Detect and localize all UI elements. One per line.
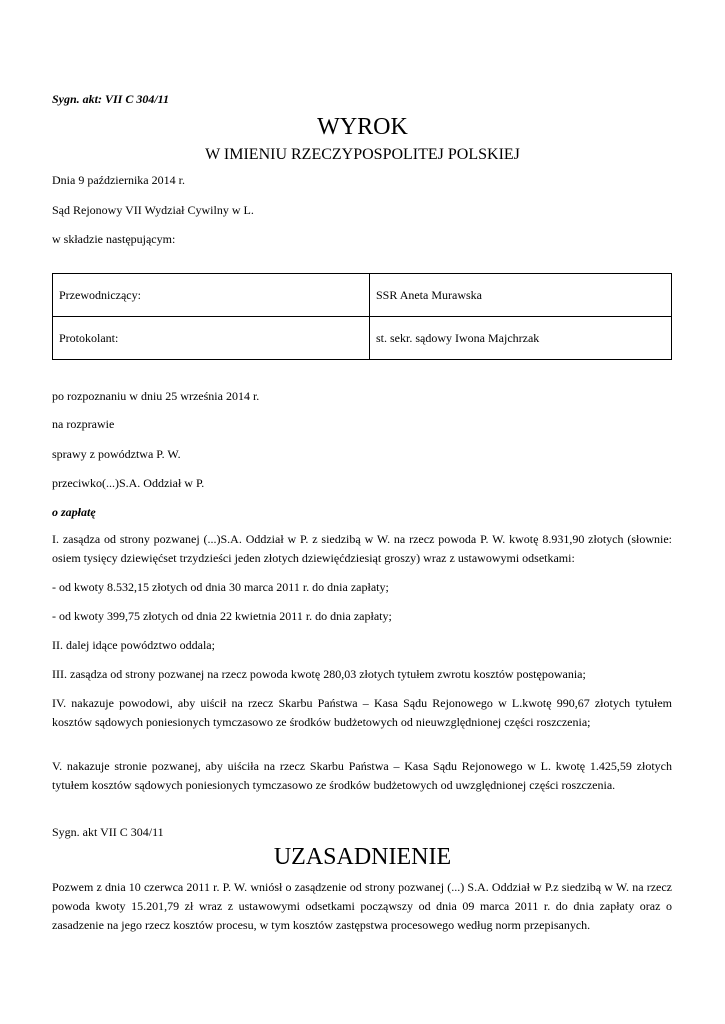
composition-intro: w składzie następującym: — [52, 232, 176, 246]
role-cell: Protokolant: — [53, 317, 370, 360]
person-cell: st. sekr. sądowy Iwona Majchrzak — [370, 317, 672, 360]
case-line: sprawy z powództwa P. W. — [52, 447, 181, 461]
case-signature-bottom: Sygn. akt VII C 304/11 — [52, 825, 164, 839]
person-cell: SSR Aneta Murawska — [370, 274, 672, 317]
judgment-subtitle: W IMIENIU RZECZYPOSPOLITEJ POLSKIEJ — [205, 146, 520, 163]
court-line: Sąd Rejonowy VII Wydział Cywilny w L. — [52, 203, 254, 217]
table-row — [53, 317, 672, 360]
judgment-title: WYROK — [317, 114, 408, 140]
point-3: III. zasądza od strony pozwanej na rzecz powoda kwotę 280,03 złotych tytułem zwrotu kosztów postępowania; — [52, 667, 586, 681]
point-5: V. nakazuje stronie pozwanej, aby uiściła na rzecz Skarbu Państwa – Kasa Sądu Rejonowego w L. kwotę 1.425,59 złotych tytułem kosztów sądowych poniesionych tymczasowo ze środków budżetowych od uwzględnionej części roszczenia. — [52, 759, 672, 792]
interest-line-1: - od kwoty 8.532,15 złotych od dnia 30 marca 2011 r. do dnia zapłaty; — [52, 580, 389, 594]
justification-title: UZASADNIENIE — [273, 844, 452, 870]
interest-line-2: - od kwoty 399,75 złotych od dnia 22 kwietnia 2011 r. do dnia zapłaty; — [52, 609, 392, 623]
date-line: Dnia 9 października 2014 r. — [52, 173, 185, 187]
point-4: IV. nakazuje powodowi, aby uiścił na rzecz Skarbu Państwa – Kasa Sądu Rejonowego w L.kwotę 990,67 złotych tytułem kosztów sądowych poniesionych tymczasowo ze środków budżetowych od nieuwzględnionej części roszczenia; — [52, 696, 672, 729]
hearing-type: na rozprawie — [52, 417, 115, 431]
table-row — [53, 274, 672, 317]
composition-table — [52, 273, 672, 360]
hearing-line: po rozpoznaniu w dniu 25 września 2014 r. — [52, 389, 260, 403]
against-line: przeciwko(...)S.A. Oddział w P. — [52, 476, 205, 490]
role-cell: Przewodniczący: — [53, 274, 370, 317]
point-2: II. dalej idące powództwo oddala; — [52, 638, 215, 652]
subject-line: o zapłatę — [52, 505, 96, 519]
case-signature-top: Sygn. akt: VII C 304/11 — [52, 92, 170, 106]
point-1: I. zasądza od strony pozwanej (...)S.A. Oddział w P. z siedzibą w W. na rzecz powoda P. W. kwotę 8.931,90 złotych (słownie: osiem tysięcy dziewięćset trzydzieści jeden złotych dziewięćdziesiąt groszy) wraz z ustawowymi odsetkami: — [52, 532, 672, 565]
justification-paragraph: Pozwem z dnia 10 czerwca 2011 r. P. W. wniósł o zasądzenie od strony pozwanej (...) S.A. Oddział w P.z siedzibą w W. na rzecz powoda kwoty 15.201,79 zł wraz z ustawowymi odsetkami począwszy od dnia 09 marca 2011 r. do dnia zapłaty oraz o zasadzenie na jego rzecz kosztów procesu, w tym kosztów zastępstwa procesowego według norm przepisanych. — [52, 880, 672, 932]
